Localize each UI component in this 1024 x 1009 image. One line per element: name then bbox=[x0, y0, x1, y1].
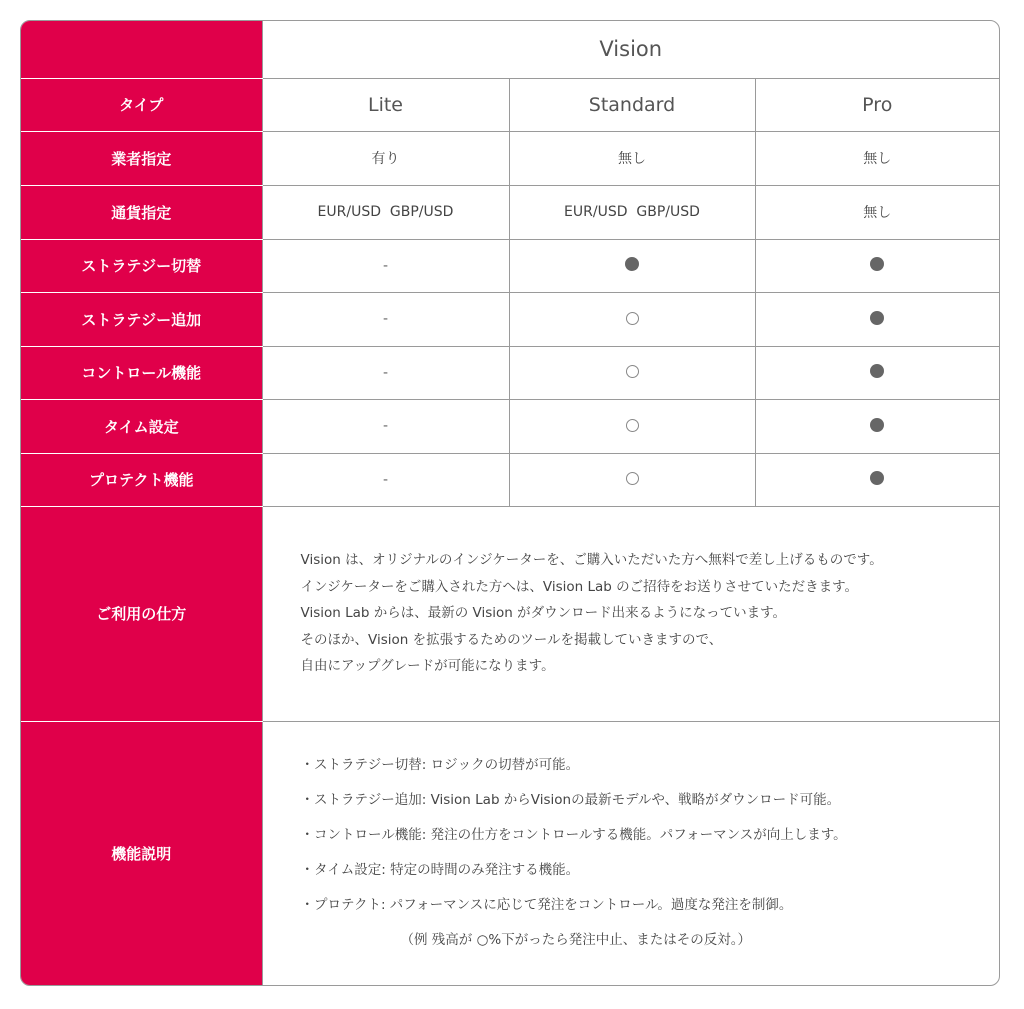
strategy-switch-lite: - bbox=[262, 239, 509, 292]
broker-pro: 無し bbox=[755, 131, 999, 185]
time-lite: - bbox=[262, 399, 509, 453]
row-type bbox=[21, 78, 999, 131]
feature-line: ・ストラテジー切替: ロジックの切替が可能。 bbox=[300, 757, 580, 774]
usage-line: そのほか、Vision を拡張するためのツールを掲載していきますので、 bbox=[300, 631, 723, 648]
broker-standard: 無し bbox=[509, 131, 755, 185]
label-currency: 通貨指定 bbox=[21, 185, 262, 239]
row-protect bbox=[21, 453, 999, 506]
filled-circle-icon bbox=[625, 257, 639, 271]
label-broker: 業者指定 bbox=[21, 131, 262, 185]
protect-lite: - bbox=[262, 453, 509, 506]
filled-circle-icon bbox=[870, 311, 884, 325]
currency-lite: EUR/USD GBP/USD bbox=[262, 185, 509, 239]
label-strategy-add: ストラテジー追加 bbox=[21, 292, 262, 346]
plan-pro: Pro bbox=[755, 78, 999, 131]
feature-line: ・タイム設定: 特定の時間のみ発注する機能。 bbox=[300, 862, 580, 879]
strategy-add-pro bbox=[755, 292, 999, 346]
row-usage bbox=[21, 506, 999, 721]
empty-circle-icon bbox=[626, 472, 639, 485]
comparison-table bbox=[21, 21, 999, 985]
header-corner bbox=[21, 21, 262, 78]
protect-pro bbox=[755, 453, 999, 506]
vision-title: Vision bbox=[262, 21, 999, 78]
feature-line: ・ストラテジー追加: Vision Lab からVisionの最新モデルや、戦略がダウンロード可能。 bbox=[300, 792, 841, 809]
strategy-add-standard bbox=[509, 292, 755, 346]
filled-circle-icon bbox=[870, 257, 884, 271]
label-usage: ご利用の仕方 bbox=[21, 506, 262, 721]
strategy-switch-pro bbox=[755, 239, 999, 292]
usage-line: 自由にアップグレードが可能になります。 bbox=[300, 658, 555, 675]
empty-circle-icon bbox=[626, 365, 639, 378]
strategy-add-lite: - bbox=[262, 292, 509, 346]
row-broker bbox=[21, 131, 999, 185]
control-lite: - bbox=[262, 346, 509, 399]
broker-lite: 有り bbox=[262, 131, 509, 185]
comparison-table-frame bbox=[20, 20, 1000, 986]
label-strategy-switch: ストラテジー切替 bbox=[21, 239, 262, 292]
currency-standard: EUR/USD GBP/USD bbox=[509, 185, 755, 239]
label-protect: プロテクト機能 bbox=[21, 453, 262, 506]
protect-standard bbox=[509, 453, 755, 506]
label-time: タイム設定 bbox=[21, 399, 262, 453]
row-strategy-switch bbox=[21, 239, 999, 292]
time-standard bbox=[509, 399, 755, 453]
label-control: コントロール機能 bbox=[21, 346, 262, 399]
features-description bbox=[262, 721, 999, 985]
currency-pro: 無し bbox=[755, 185, 999, 239]
empty-circle-icon bbox=[626, 312, 639, 325]
plan-lite: Lite bbox=[262, 78, 509, 131]
row-control bbox=[21, 346, 999, 399]
feature-example: （例 残高が ○%下がったら発注中止、またはその反対。） bbox=[400, 932, 751, 949]
usage-line: インジケーターをご購入された方へは、Vision Lab のご招待をお送りさせていただきます。 bbox=[300, 578, 859, 595]
row-strategy-add bbox=[21, 292, 999, 346]
control-standard bbox=[509, 346, 755, 399]
feature-line: ・プロテクト: パフォーマンスに応じて発注をコントロール。過度な発注を制御。 bbox=[300, 897, 793, 914]
label-type: タイプ bbox=[21, 78, 262, 131]
usage-description bbox=[262, 506, 999, 721]
control-pro bbox=[755, 346, 999, 399]
filled-circle-icon bbox=[870, 418, 884, 432]
strategy-switch-standard bbox=[509, 239, 755, 292]
filled-circle-icon bbox=[870, 364, 884, 378]
usage-line: Vision は、オリジナルのインジケーターを、ご購入いただいた方へ無料で差し上げるものです。 bbox=[300, 552, 883, 569]
row-currency bbox=[21, 185, 999, 239]
label-features: 機能説明 bbox=[21, 721, 262, 985]
usage-line: Vision Lab からは、最新の Vision がダウンロード出来るようになっています。 bbox=[300, 605, 787, 622]
time-pro bbox=[755, 399, 999, 453]
row-features bbox=[21, 721, 999, 985]
empty-circle-icon bbox=[626, 419, 639, 432]
row-time bbox=[21, 399, 999, 453]
filled-circle-icon bbox=[870, 471, 884, 485]
plan-standard: Standard bbox=[509, 78, 755, 131]
header-row bbox=[21, 21, 999, 78]
feature-line: ・コントロール機能: 発注の仕方をコントロールする機能。パフォーマンスが向上します。 bbox=[300, 827, 847, 844]
